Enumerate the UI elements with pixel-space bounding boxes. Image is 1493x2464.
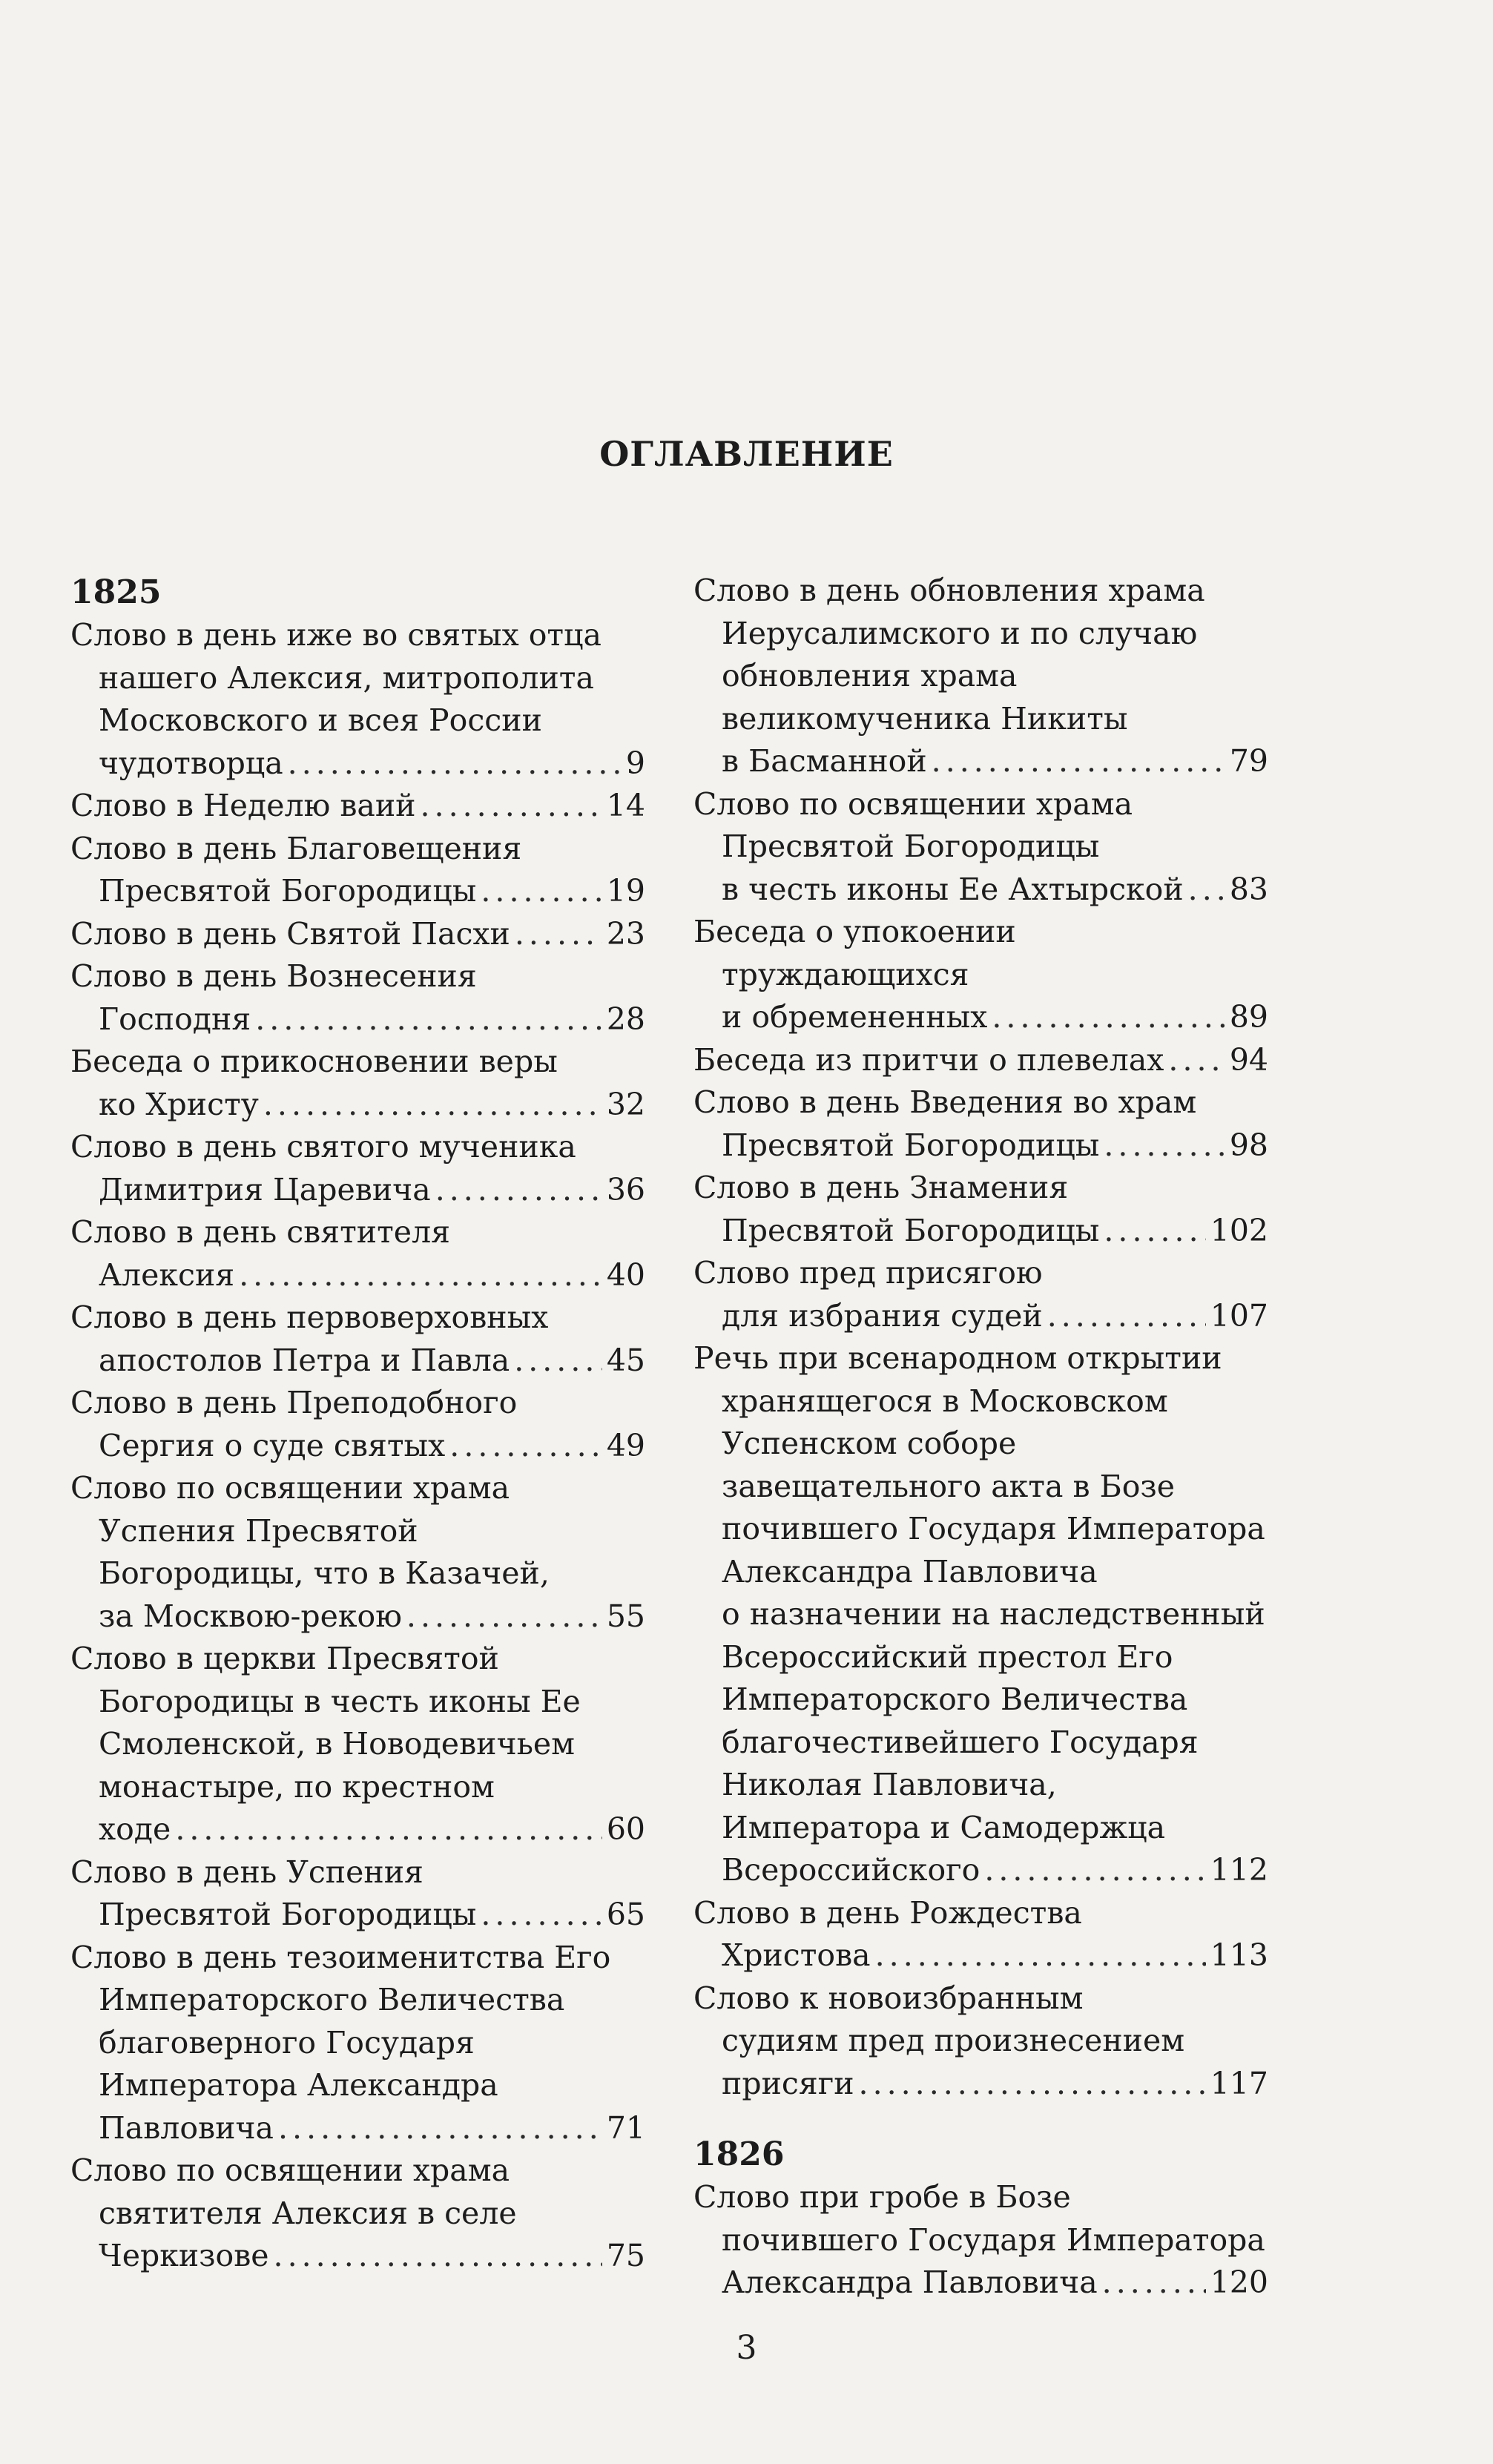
entry-title-text: Слово в день Успения — [70, 1854, 423, 1890]
toc-entry — [70, 828, 645, 913]
entry-title-text: труждающихся — [722, 956, 969, 992]
entry-title-text: Беседа о упокоении — [693, 914, 1016, 949]
entry-title-text: Слово в день святителя — [70, 1214, 450, 1250]
entry-title-text: нашего Алексия, митрополита — [99, 659, 594, 696]
toc-entry-line — [693, 1124, 1268, 1167]
entry-title-text: Слово в Неделю ваий — [70, 788, 416, 823]
entry-title-text: Императорского Величества — [722, 1681, 1188, 1717]
entry-title-text: Пресвятой Богородицы — [99, 873, 477, 909]
toc-entry-line — [70, 1297, 645, 1340]
toc-entry-line — [70, 1552, 645, 1595]
toc-entry-line — [70, 742, 645, 785]
entry-title-text: и обремененных — [722, 999, 988, 1035]
toc-entry-line — [70, 1595, 645, 1638]
toc-entry-line — [70, 1084, 645, 1127]
toc-entry-line — [693, 1849, 1268, 1892]
entry-title-text: Богородицы, что в Казачей, — [99, 1555, 550, 1591]
entry-page-number: 83 — [1229, 871, 1268, 907]
toc-entry-list — [70, 614, 645, 2278]
toc-entry-line — [693, 1210, 1268, 1253]
entry-title-text: Александра Павловича — [722, 1553, 1098, 1590]
entry-title-text: Александра Павловича — [722, 2264, 1098, 2300]
toc-entry — [693, 2176, 1268, 2305]
toc-entry-line — [70, 785, 645, 828]
toc-entry-line — [70, 955, 645, 998]
entry-title-text: благоверного Государя — [99, 2024, 475, 2061]
toc-entry-line — [70, 828, 645, 871]
entry-title-text: Пресвятой Богородицы — [722, 1127, 1100, 1163]
dot-leader — [449, 1425, 602, 1468]
entry-page-number: 113 — [1210, 1937, 1268, 1973]
entry-page-number: 120 — [1210, 2264, 1268, 2300]
entry-title-text: Богородицы в честь иконы Ее — [99, 1683, 581, 1719]
entry-title-text: Слово по освящении храма — [70, 1470, 510, 1506]
toc-entry — [70, 1851, 645, 1937]
dot-leader — [278, 2107, 602, 2150]
entry-title-text: Слово в день Вознесения — [70, 958, 477, 994]
entry-title-text: святителя Алексия в селе — [99, 2195, 517, 2231]
entry-page-number: 75 — [606, 2238, 645, 2273]
entry-title-text: Императора и Самодержца — [722, 1809, 1166, 1845]
entry-title-text: Слово пред присягою — [693, 1255, 1043, 1291]
entry-title-text: Пресвятой Богородицы — [722, 1212, 1100, 1248]
entry-title-text: Слово в день Благовещения — [70, 830, 522, 866]
entry-title-text: Слово в день Введения во храм — [693, 1084, 1197, 1120]
dot-leader — [1104, 1124, 1225, 1167]
toc-entry-line — [693, 1423, 1268, 1466]
toc-entry — [693, 1039, 1268, 1082]
entry-title-text: монастыре, по крестном — [99, 1768, 495, 1805]
toc-entry-line — [70, 1382, 645, 1425]
entry-page-number: 117 — [1210, 2065, 1268, 2101]
toc-entry-line — [693, 2176, 1268, 2219]
entry-title-text: Слово в день Святой Пасхи — [70, 915, 510, 952]
dot-leader — [435, 1169, 602, 1212]
entry-title-text: Пресвятой Богородицы — [722, 829, 1100, 864]
entry-title-text: почившего Государя Императора — [722, 1511, 1265, 1546]
toc-entry-line — [70, 1211, 645, 1254]
toc-entry — [70, 1937, 645, 2150]
toc-entry-list — [693, 2176, 1268, 2305]
entry-title-text: Господня — [99, 1001, 251, 1037]
toc-entry-line — [693, 869, 1268, 912]
year-heading: 1826 — [693, 2135, 785, 2173]
entry-title-text: Слово в день Знамения — [693, 1170, 1069, 1205]
entry-page-number: 55 — [606, 1598, 645, 1634]
toc-entry-line — [70, 1979, 645, 2022]
toc-entry-line — [693, 826, 1268, 869]
toc-entry-line — [693, 1508, 1268, 1551]
toc-entry — [70, 913, 645, 956]
entry-title-text: в Басманной — [722, 743, 927, 779]
entry-page-number: 98 — [1229, 1127, 1268, 1163]
page-number: 3 — [736, 2329, 757, 2367]
dot-leader — [1047, 1295, 1206, 1338]
entry-title-text: великомученика Никиты — [722, 700, 1128, 737]
toc-entry — [70, 785, 645, 828]
dot-leader — [263, 1084, 602, 1127]
entry-title-text: Слово в день первоверховных — [70, 1299, 549, 1335]
dot-leader — [859, 2063, 1206, 2106]
entry-page-number: 23 — [606, 915, 645, 952]
toc-entry — [70, 1382, 645, 1467]
toc-entry-line — [693, 1764, 1268, 1807]
entry-page-number: 14 — [606, 788, 645, 823]
toc-entry-line — [693, 1337, 1268, 1380]
toc-entry-line — [70, 2193, 645, 2236]
entry-title-text: Павловича — [99, 2109, 274, 2146]
entry-title-text: присяги — [722, 2065, 854, 2101]
toc-entry-line — [693, 1252, 1268, 1295]
toc-entry-line — [693, 1167, 1268, 1210]
dot-leader — [514, 1340, 602, 1383]
toc-entry-line — [70, 1340, 645, 1383]
toc-entry-line — [693, 1679, 1268, 1722]
entry-title-text: Иерусалимского и по случаю — [722, 615, 1198, 651]
entry-title-text: Московского и всея России — [99, 702, 542, 738]
toc-entry-line — [693, 570, 1268, 613]
toc-entry-line — [70, 913, 645, 956]
toc-entry-line — [70, 2107, 645, 2150]
entry-title-text: Сергия о суде святых — [99, 1427, 446, 1463]
toc-entry — [693, 1337, 1268, 1892]
entry-page-number: 79 — [1229, 743, 1268, 779]
entry-title-text: Императорского Величества — [99, 1982, 565, 2017]
entry-title-text: Императора Александра — [99, 2067, 498, 2103]
entry-title-text: обновления храма — [722, 658, 1018, 694]
dot-leader — [875, 1934, 1206, 1977]
toc-entry — [693, 1252, 1268, 1337]
entry-title-text: Слово в день обновления храма — [693, 573, 1205, 608]
toc-entry-line — [693, 698, 1268, 741]
toc-entry — [70, 614, 645, 785]
entry-title-text: Слово по освящении храма — [70, 2152, 510, 2188]
entry-title-text: Слово в день святого мученика — [70, 1129, 576, 1165]
dot-leader — [255, 998, 602, 1041]
toc-entry-line — [70, 2064, 645, 2107]
toc-entry-line — [693, 740, 1268, 783]
entry-title-text: Димитрия Царевича — [99, 1171, 431, 1208]
toc-entry-line — [70, 657, 645, 700]
toc-entry-line — [693, 1977, 1268, 2020]
dot-leader — [1104, 1210, 1205, 1253]
toc-entry — [693, 570, 1268, 783]
toc-entry-line — [693, 1466, 1268, 1509]
entry-title-text: Черкизове — [99, 2238, 269, 2273]
toc-entry-line — [693, 1551, 1268, 1594]
entry-page-number: 94 — [1229, 1041, 1268, 1078]
toc-entry-line — [70, 1510, 645, 1553]
entry-title-text: Слово в церкви Пресвятой — [70, 1641, 499, 1676]
entry-title-text: для избрания судей — [722, 1297, 1043, 1334]
entry-title-text: Успенском соборе — [722, 1426, 1017, 1461]
dot-leader — [481, 870, 602, 913]
entry-page-number: 60 — [606, 1811, 645, 1847]
toc-entry — [693, 783, 1268, 912]
entry-title-text: Смоленской, в Новодевичьем — [99, 1726, 576, 1762]
entry-title-text: Всероссийского — [722, 1852, 980, 1888]
toc-entry-line — [70, 870, 645, 913]
toc-entry-line — [693, 1934, 1268, 1977]
toc-entry-line — [70, 1851, 645, 1894]
toc-entry — [70, 1297, 645, 1382]
entry-page-number: 112 — [1210, 1852, 1268, 1888]
entry-title-text: в честь иконы Ее Ахтырской — [722, 871, 1184, 907]
entry-title-text: о назначении на наследственный — [722, 1596, 1265, 1632]
entry-title-text: Слово в день иже во святых отца — [70, 617, 602, 653]
toc-entry-line — [70, 1638, 645, 1681]
toc-entry-line — [693, 1380, 1268, 1423]
year-heading: 1825 — [70, 573, 162, 611]
toc-entry — [70, 955, 645, 1041]
entry-page-number: 36 — [606, 1171, 645, 1208]
toc-entry-line — [70, 1894, 645, 1937]
entry-title-text: Всероссийский престол Его — [722, 1638, 1173, 1675]
entry-title-text: Слово в день Преподобного — [70, 1385, 518, 1420]
entry-page-number: 19 — [606, 873, 645, 909]
dot-leader — [288, 742, 622, 785]
toc-entry — [70, 2150, 645, 2278]
toc-entry-line — [693, 1892, 1268, 1935]
entry-page-number: 107 — [1210, 1297, 1268, 1334]
toc-entry — [693, 1081, 1268, 1167]
toc-entry-line — [693, 1722, 1268, 1765]
dot-leader — [1168, 1039, 1225, 1082]
dot-leader — [515, 913, 602, 956]
entry-page-number: 45 — [606, 1342, 645, 1378]
toc-entry-line — [693, 655, 1268, 698]
entry-title-text: почившего Государя Императора — [722, 2221, 1265, 2258]
dot-leader — [992, 996, 1225, 1039]
toc-entry-list — [693, 570, 1268, 2105]
entry-title-text: ходе — [99, 1811, 171, 1847]
entry-title-text: завещательного акта в Бозе — [722, 1468, 1176, 1504]
entry-title-text: Николая Павловича, — [722, 1767, 1057, 1802]
toc-entry-line — [693, 1039, 1268, 1082]
page-title: ОГЛАВЛЕНИЕ — [599, 434, 894, 474]
dot-leader — [421, 785, 602, 828]
entry-title-text: Слово в день Рождества — [693, 1894, 1082, 1931]
toc-entry-line — [70, 1723, 645, 1766]
toc-entry-line — [693, 954, 1268, 997]
toc-entry-line — [70, 1467, 645, 1510]
toc-entry — [693, 911, 1268, 1039]
toc-entry-line — [693, 783, 1268, 826]
entry-title-text: апостолов Петра и Павла — [99, 1342, 510, 1378]
toc-entry-line — [70, 1041, 645, 1084]
dot-leader — [406, 1595, 602, 1638]
entry-title-text: Слово в день тезоименитства Его — [70, 1939, 611, 1975]
toc-entry-line — [70, 1254, 645, 1297]
toc-entry — [693, 1977, 1268, 2106]
toc-entry-line — [693, 1807, 1268, 1850]
toc-entry — [693, 1892, 1268, 1977]
toc-entry-line — [70, 1169, 645, 1212]
entry-title-text: Алексия — [99, 1256, 235, 1293]
entry-title-text: Христова — [722, 1937, 871, 1973]
entry-title-text: Беседа из притчи о плевелах — [693, 1041, 1164, 1078]
toc-entry-line — [693, 2063, 1268, 2106]
toc-entry-line — [70, 2235, 645, 2278]
toc-entry-line — [70, 1766, 645, 1809]
toc-entry-line — [693, 1593, 1268, 1636]
toc-entry — [70, 1041, 645, 1126]
toc-entry-line — [693, 2262, 1268, 2305]
toc-entry-line — [693, 2020, 1268, 2063]
toc-entry-line — [693, 2219, 1268, 2262]
toc-left-column — [70, 571, 645, 2278]
toc-right-column — [693, 570, 1268, 2305]
toc-entry-line — [70, 1937, 645, 1980]
entry-title-text: ко Христу — [99, 1086, 259, 1122]
toc-entry-line — [693, 613, 1268, 656]
entry-page-number: 89 — [1229, 999, 1268, 1035]
entry-title-text: Речь при всенародном открытии — [693, 1340, 1222, 1376]
toc-entry — [70, 1126, 645, 1211]
dot-leader — [932, 740, 1225, 783]
toc-entry-line — [70, 1808, 645, 1851]
dot-leader — [1102, 2262, 1206, 2305]
toc-entry — [70, 1467, 645, 1638]
toc-entry-line — [693, 996, 1268, 1039]
toc-entry-line — [693, 1636, 1268, 1679]
toc-entry — [70, 1211, 645, 1297]
entry-title-text: Пресвятой Богородицы — [99, 1897, 477, 1932]
dot-leader — [984, 1849, 1205, 1892]
entry-title-text: хранящегося в Московском — [722, 1383, 1168, 1419]
entry-title-text: Слово к новоизбранным — [693, 1980, 1084, 2016]
toc-entry-line — [693, 911, 1268, 954]
entry-title-text: Беседа о прикосновении веры — [70, 1044, 558, 1079]
toc-entry-line — [693, 1081, 1268, 1124]
toc-entry-line — [70, 1681, 645, 1724]
entry-title-text: чудотворца — [99, 745, 283, 781]
entry-page-number: 40 — [606, 1256, 645, 1293]
entry-page-number: 65 — [606, 1897, 645, 1932]
entry-title-text: благочестивейшего Государя — [722, 1724, 1199, 1760]
entry-page-number: 49 — [606, 1427, 645, 1463]
toc-entry-line — [70, 1126, 645, 1169]
dot-leader — [1188, 869, 1225, 912]
toc-entry-line — [70, 614, 645, 657]
dot-leader — [274, 2235, 602, 2278]
entry-title-text: судиям пред произнесением — [722, 2023, 1185, 2058]
toc-entry-line — [70, 699, 645, 742]
toc-entry-line — [70, 2022, 645, 2065]
entry-page-number: 28 — [606, 1001, 645, 1037]
toc-entry-line — [70, 998, 645, 1041]
entry-title-text: Слово по освящении храма — [693, 785, 1133, 822]
entry-page-number: 9 — [625, 745, 645, 781]
toc-entry-line — [70, 1425, 645, 1468]
entry-title-text: Слово при гробе в Бозе — [693, 2179, 1071, 2215]
entry-page-number: 102 — [1210, 1212, 1268, 1248]
entry-page-number: 32 — [606, 1086, 645, 1122]
toc-entry-line — [693, 1295, 1268, 1338]
toc-entry — [693, 1167, 1268, 1252]
dot-leader — [481, 1894, 602, 1937]
entry-title-text: за Москвою-рекою — [99, 1598, 402, 1634]
toc-entry — [70, 1638, 645, 1851]
entry-page-number: 71 — [606, 2109, 645, 2146]
dot-leader — [175, 1808, 602, 1851]
toc-entry-line — [70, 2150, 645, 2193]
entry-title-text: Успения Пресвятой — [99, 1512, 418, 1549]
dot-leader — [239, 1254, 602, 1297]
